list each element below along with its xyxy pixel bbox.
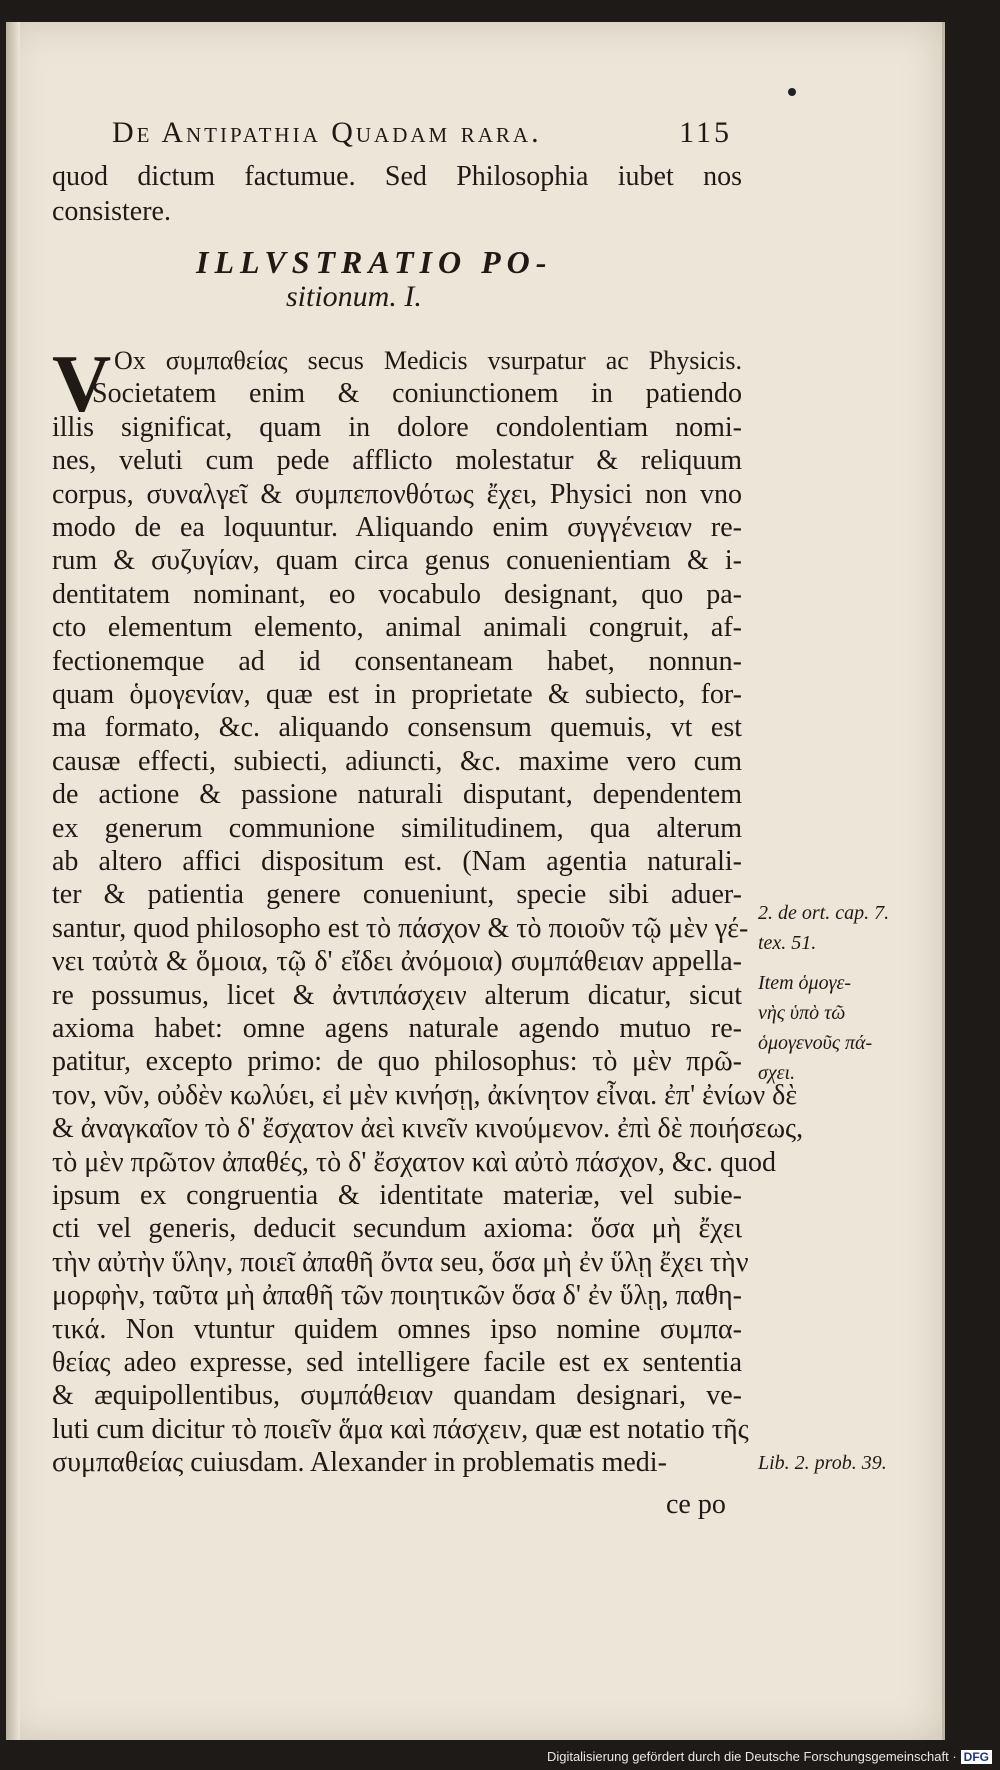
body-line: ex generum communione similitudinem, qua alterum bbox=[52, 812, 742, 844]
margin-note-line: νὴς ὑπὸ τῶ bbox=[758, 1002, 846, 1024]
section-heading-continuation: sitionum. I. bbox=[286, 280, 422, 313]
body-line: & æquipollentibus, συμπάθειαν quandam designari, ve- bbox=[52, 1380, 742, 1412]
margin-note-line: ὁμογενοῦς πά- bbox=[758, 1032, 873, 1054]
drop-cap: V bbox=[52, 338, 112, 429]
opening-line: consistere. bbox=[52, 196, 171, 227]
margin-note-line: Item ὁμογε- bbox=[758, 972, 851, 994]
body-line: luti cum dicitur τὸ ποιεῖν ἅμα καὶ πάσχειν, quæ est notatio τῆς bbox=[52, 1413, 749, 1445]
body-line: patitur, excepto primo: de quo philosophus: τὸ μὲν πρῶ- bbox=[52, 1046, 742, 1078]
ink-spot bbox=[788, 88, 796, 96]
body-line: fectionemque ad id consentaneam habet, nonnun- bbox=[52, 645, 742, 677]
catchword: ce po bbox=[666, 1489, 726, 1520]
body-line: & ἀναγκαῖον τὸ δ' ἔσχατον ἀεὶ κινεῖν κινούμενον. ἐπὶ δὲ ποιήσεως, bbox=[52, 1113, 804, 1145]
margin-note-lower: Lib. 2. prob. 39. bbox=[758, 1452, 887, 1474]
page-gutter-shadow bbox=[6, 22, 20, 1740]
body-line: τικά. Non vtuntur quidem omnes ipso nomine συμπα- bbox=[52, 1313, 742, 1345]
body-line: axioma habet: omne agens naturale agendo mutuo re- bbox=[52, 1013, 742, 1044]
body-line: Societatem enim & coniunctionem in patiendo bbox=[92, 378, 742, 410]
body-line: dentitatem nominant, eo vocabulo designant, quo pa- bbox=[52, 578, 742, 610]
body-line: τὸ μὲν πρῶτον ἀπαθές, τὸ δ' ἔσχατον καὶ αὐτὸ πάσχον, &c. quod bbox=[52, 1146, 777, 1178]
body-line: de actione & passione naturali disputant, dependentem bbox=[52, 779, 742, 811]
body-line: ipsum ex congruentia & identitate materiæ, vel subie- bbox=[52, 1180, 742, 1211]
body-line: ter & patientia genere conueniunt, specie sibi aduer- bbox=[52, 879, 742, 911]
opening-line: quod dictum factumue. Sed Philosophia iubet nos bbox=[52, 161, 742, 192]
body-line: ma formato, &c. aliquando consensum quemuis, vt est bbox=[52, 712, 742, 744]
body-line: causæ effecti, subiecti, adiuncti, &c. maxime vero cum bbox=[52, 745, 742, 777]
body-line: μορφὴν, ταῦτα μὴ ἀπαθῆ τῶν ποιητικῶν ὅσα δ' ἐν ὕλῃ, παθη- bbox=[52, 1280, 742, 1312]
dfg-logo: DFG bbox=[961, 1750, 992, 1764]
body-line: νει ταὐτὰ & ὅμοια, τῷ δ' εἴδει ἀνόμοια) συμπάθειαν appella- bbox=[52, 946, 742, 978]
body-line: corpus, συναλγεῖ & συμπεπονθότως ἔχει, Physici non vno bbox=[52, 478, 742, 510]
running-head bbox=[112, 116, 732, 150]
body-line: συμπαθείας cuiusdam. Alexander in problematis medi- bbox=[52, 1447, 667, 1479]
body-line: τον, νῦν, οὐδὲν κωλύει, εἰ μὲν κινήσῃ, ἀκίνητον εἶναι. ἐπ' ἐνίων δὲ bbox=[52, 1079, 798, 1111]
body-line: θείας adeo expresse, sed intelligere facile est ex sententia bbox=[52, 1347, 742, 1378]
body-line: quam ὁμογενίαν, quæ est in proprietate & subiecto, for- bbox=[52, 679, 742, 710]
margin-note-line: σχει. bbox=[758, 1062, 796, 1084]
running-head-title: De Antipathia Quadam rara. bbox=[112, 116, 542, 149]
body-line: Ox συμπαθείας secus Medicis vsurpatur ac Physicis. bbox=[114, 346, 742, 375]
body-line: ab altero affici dispositum est. (Nam agentia naturali- bbox=[52, 846, 742, 877]
section-heading: ILLVSTRATIO PO- bbox=[196, 244, 553, 280]
body-line: rum & συζυγίαν, quam circa genus conuenientiam & i- bbox=[52, 545, 742, 577]
margin-note-line: 2. de ort. cap. 7. bbox=[758, 902, 890, 924]
book-page bbox=[6, 22, 945, 1740]
body-line: τὴν αὐτὴν ὕλην, ποιεῖ ἀπαθῆ ὄντα seu, ὅσα μὴ ἐν ὕλῃ ἔχει τὴν bbox=[52, 1246, 749, 1278]
page-number: 115 bbox=[679, 116, 732, 149]
body-line: illis significat, quam in dolore condolentiam nomi- bbox=[52, 411, 742, 443]
body-line: cti vel generis, deducit secundum axioma: ὅσα μὴ ἔχει bbox=[52, 1213, 742, 1245]
body-line: modo de ea loquuntur. Aliquando enim συγγένειαν re- bbox=[52, 512, 742, 543]
body-line: cto elementum elemento, animal animali congruit, af- bbox=[52, 612, 742, 644]
margin-note-line: tex. 51. bbox=[758, 932, 817, 954]
body-line: santur, quod philosopho est τὸ πάσχον & τὸ ποιοῦν τῷ μὲν γέ- bbox=[52, 912, 749, 944]
body-line: re possumus, licet & ἀντιπάσχειν alterum dicatur, sicut bbox=[52, 979, 742, 1011]
body-line: nes, veluti cum pede afflicto molestatur & reliquum bbox=[52, 445, 742, 477]
digitization-credit bbox=[547, 1749, 992, 1764]
credit-text: Digitalisierung gefördert durch die Deutsche Forschungsgemeinschaft · bbox=[546, 1749, 957, 1764]
